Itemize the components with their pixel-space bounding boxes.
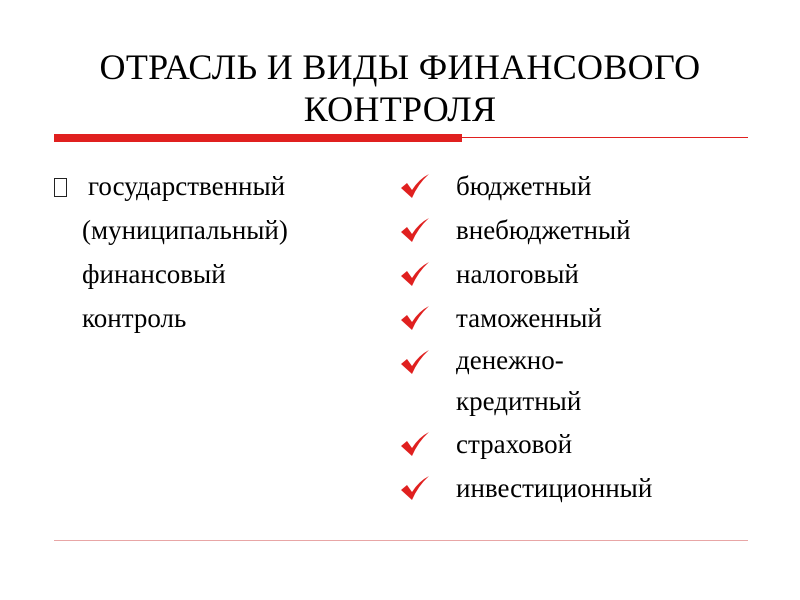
list-item-label: страховой bbox=[456, 429, 573, 459]
list-item-label: внебюджетный bbox=[456, 215, 631, 245]
left-line-2: (муниципальный) bbox=[82, 215, 288, 245]
list-item-label: инвестиционный bbox=[456, 473, 653, 503]
left-line-text: государственный bbox=[88, 171, 286, 201]
slide-title: ОТРАСЛЬ И ВИДЫ ФИНАНСОВОГО КОНТРОЛЯ bbox=[99, 47, 701, 129]
checkmark-icon bbox=[400, 466, 432, 510]
left-line-4: контроль bbox=[82, 303, 187, 333]
footer-divider bbox=[54, 540, 748, 541]
left-line-3: финансовый bbox=[82, 259, 226, 289]
list-item bbox=[400, 466, 760, 510]
checkmark-icon bbox=[400, 296, 432, 340]
list-item bbox=[400, 422, 760, 466]
left-column bbox=[54, 164, 374, 340]
checkmark-icon bbox=[400, 340, 432, 384]
checkmark-icon bbox=[400, 164, 432, 208]
checkmark-icon bbox=[400, 208, 432, 252]
square-bullet-icon bbox=[54, 178, 67, 197]
list-item-label: бюджетный bbox=[456, 171, 592, 201]
checkmark-icon bbox=[400, 252, 432, 296]
title-underline-thin bbox=[462, 137, 748, 138]
title-underline-thick bbox=[54, 134, 462, 142]
list-item-label: налоговый bbox=[456, 259, 579, 289]
list-item bbox=[400, 296, 760, 340]
list-item-label: таможенный bbox=[456, 303, 602, 333]
list-item bbox=[400, 208, 760, 252]
list-item bbox=[400, 164, 760, 208]
left-line-1 bbox=[54, 164, 374, 208]
list-item bbox=[400, 252, 760, 296]
checkmark-icon bbox=[400, 422, 432, 466]
list-item-label: денежно-кредитный bbox=[456, 345, 582, 416]
right-column bbox=[400, 164, 760, 510]
list-item bbox=[400, 340, 760, 422]
